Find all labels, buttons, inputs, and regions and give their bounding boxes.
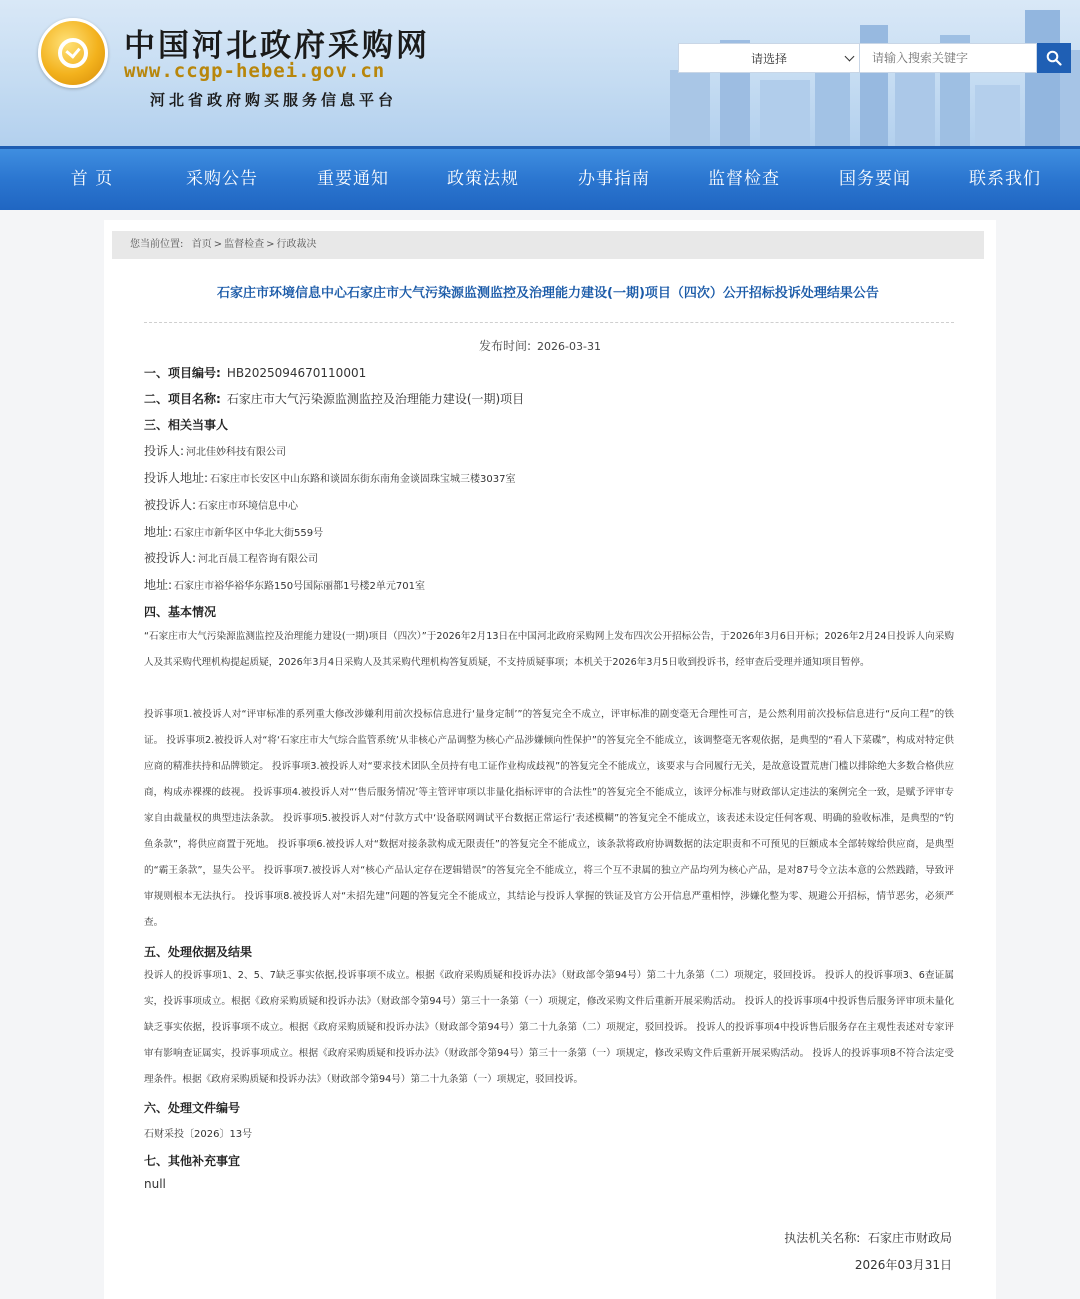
party-line — [144, 442, 286, 459]
party-label: 被投诉人: — [144, 551, 197, 565]
section-project-name — [144, 390, 524, 407]
breadcrumb-separator: > — [266, 239, 275, 250]
party-label: 投诉人: — [144, 444, 185, 458]
article-title: 石家庄市环境信息中心石家庄市大气污染源监测监控及治理能力建设(一期)项目（四次）公开招标投诉处理结果公告 — [217, 286, 879, 301]
section-project-number — [144, 364, 366, 381]
breadcrumb-item-supervision[interactable]: 监督检查 — [224, 239, 265, 250]
signature-date: 2026年03月31日 — [854, 1258, 952, 1272]
party-line — [144, 496, 298, 513]
site-url: www.ccgp-hebei.gov.cn — [124, 60, 386, 82]
nav-important-notices[interactable]: 重要通知 — [317, 169, 389, 189]
basic-info-paragraph-1: “石家庄市大气污染源监测监控及治理能力建设(一期)项目（四次）”于2026年2月13日在中国河北政府采购网上发布四次公开招标公告，于2026年3月6日开标；2026年2月24日投诉人向采购人及其采购代理机构提起质疑，2026年3月4日采购人及其采购代理机构答复质疑，不支持质疑事项；本机关于2026年3月5日收到投诉书，经审查后受理并通知项目暂停。 — [144, 631, 954, 668]
nav-supervision[interactable]: 监督检查 — [708, 169, 780, 189]
nav-home[interactable]: 首 页 — [70, 169, 114, 189]
project-name-value: 石家庄市大气污染源监测监控及治理能力建设(一期)项目 — [226, 392, 525, 406]
nav-policies[interactable]: 政策法规 — [447, 169, 519, 189]
search-bar — [678, 43, 1071, 73]
breadcrumb-item-current[interactable]: 行政裁决 — [276, 239, 317, 250]
party-label: 被投诉人: — [144, 498, 197, 512]
search-button[interactable] — [1037, 43, 1071, 73]
section-basic-info-heading: 四、基本情况 — [144, 605, 217, 619]
party-line — [144, 576, 425, 593]
authority-label: 执法机关名称: — [784, 1231, 861, 1245]
party-value: 石家庄市新华区中华北大街559号 — [174, 528, 324, 539]
party-value: 石家庄市裕华裕华东路150号国际丽都1号楼2单元701室 — [174, 581, 425, 592]
section-document-number-heading: 六、处理文件编号 — [144, 1101, 241, 1115]
publish-time — [0, 337, 1080, 354]
section-parties-heading: 三、相关当事人 — [144, 418, 229, 432]
party-value: 河北百晨工程咨询有限公司 — [198, 554, 319, 565]
breadcrumb-label: 您当前位置: — [130, 239, 184, 250]
party-value: 石家庄市环境信息中心 — [198, 501, 299, 512]
search-category-value: 请选择 — [750, 51, 787, 66]
document-number-value: 石财采投〔2026〕13号 — [144, 1129, 253, 1140]
search-input[interactable] — [860, 43, 1037, 73]
party-line — [144, 469, 516, 486]
authority-name: 石家庄市财政局 — [867, 1231, 952, 1245]
other-value: null — [144, 1177, 166, 1191]
publish-time-label: 发布时间: — [479, 339, 532, 353]
skyline-illustration — [560, 0, 1080, 146]
nav-procurement-notices[interactable]: 采购公告 — [186, 169, 258, 189]
ruling-paragraph: 投诉人的投诉事项1、2、5、7缺乏事实依据,投诉事项不成立。根据《政府采购质疑和投诉办法》（财政部令第94号）第二十九条第（二）项规定，驳回投诉。 投诉人的投诉事项3、6查证属实，投诉事项成立。根据《政府采购质疑和投诉办法》（财政部令第94号）第三十一条第（一）项规定，修改采购文件后重新开展采购活动。 投诉人的投诉事项4中投诉售后服务评审项未量化缺乏事实依据，投诉事项不成立。根据《政府采购质疑和投诉办法》（财政部令第94号）第二十九条第（二）项规定，驳回投诉。 投诉人的投诉事项4中投诉售后服务存在主观性表述对专家评审有影响查证属实，投诉事项成立。根据《政府采购质疑和投诉办法》（财政部令第94号）第三十一条第（一）项规定，修改采购文件后重新开展采购活动。 投诉人的投诉事项8不符合法定受理条件。根据《政府采购质疑和投诉办法》（财政部令第94号）第二十九条第（一）项规定，驳回投诉。 — [144, 970, 954, 1085]
nav-contact[interactable]: 联系我们 — [969, 169, 1041, 189]
title-divider — [144, 322, 954, 323]
breadcrumb-separator: > — [213, 239, 223, 250]
chevron-down-icon — [845, 52, 855, 62]
site-title: 中国河北政府采购网 — [124, 28, 430, 64]
party-label: 地址: — [144, 525, 173, 539]
site-header — [0, 0, 1080, 146]
party-value: 石家庄市长安区中山东路和谈固东街东南角金谈固珠宝城三楼3037室 — [210, 474, 516, 485]
party-line — [144, 523, 323, 540]
authority-signature — [784, 1229, 952, 1246]
section-label: 一、项目编号: — [144, 366, 221, 380]
breadcrumb — [112, 231, 984, 259]
project-number-value: HB2025094670110001 — [226, 366, 367, 380]
party-label: 地址: — [144, 578, 173, 592]
site-logo[interactable] — [38, 18, 108, 88]
party-value: 河北佳妙科技有限公司 — [186, 447, 287, 458]
main-nav — [0, 146, 1080, 210]
section-ruling-heading: 五、处理依据及结果 — [144, 945, 253, 959]
search-icon — [1046, 50, 1062, 66]
section-label: 二、项目名称: — [144, 392, 221, 406]
search-category-select[interactable] — [678, 43, 860, 73]
nav-guide[interactable]: 办事指南 — [578, 169, 650, 189]
breadcrumb-item-home[interactable]: 首页 — [191, 239, 212, 250]
party-label: 投诉人地址: — [144, 471, 209, 485]
publish-time-value: 2026-03-31 — [537, 340, 601, 353]
site-subtitle: 河北省政府购买服务信息平台 — [150, 91, 398, 109]
nav-state-news[interactable]: 国务要闻 — [839, 169, 911, 189]
basic-info-paragraph-2: 投诉事项1.被投诉人对“评审标准的系列重大修改涉嫌利用前次投标信息进行‘量身定制’”的答复完全不成立，评审标准的剧变毫无合理性可言，是公然利用前次投标信息进行“反向工程”的铁证。 投诉事项2.被投诉人对“将‘石家庄市大气综合监管系统’从非核心产品调整为核心产品涉嫌倾向性保护”的答复完全不能成立，该调整毫无客观依据，是典型的“看人下菜碟”，构成对特定供应商的精准扶持和品牌锁定。 投诉事项3.被投诉人对“要求技术团队全员持有电工证作业构成歧视”的答复完全不能成立，该要求与合同履行无关，是故意设置荒唐门槛以排除绝大多数合格供应商，构成赤裸裸的歧视。 投诉事项4.被投诉人对“‘售后服务情况’等主管评审项以非量化指标评审的合法性”的答复完全不能成立，该评分标准与财政部认定违法的案例完全一致，是赋予评审专家自由裁量权的典型违法条款。 投诉事项5.被投诉人对“付款方式中‘设备联网调试平台数据正常运行’表述模糊”的答复完全不能成立，该表述未设定任何客观、明确的验收标准，是典型的“钓鱼条款”，将供应商置于死地。 投诉事项6.被投诉人对“数据对接条款构成无限责任”的答复完全不能成立，该条款将政府协调数据的法定职责和不可预见的巨额成本全部转嫁给供应商，是典型的“霸王条款”，显失公平。 投诉事项7.被投诉人对“核心产品认定存在逻辑错误”的答复完全不能成立，将三个互不隶属的独立产品均列为核心产品，是对87号令立法本意的公然践踏，导致评审规则根本无法执行。 投诉事项8.被投诉人对“未招先建”问题的答复完全不能成立，其结论与投诉人掌握的铁证及官方公开信息严重相悖，涉嫌化整为零、规避公开招标，情节恶劣，必须严查。 — [144, 709, 954, 928]
party-line — [144, 549, 318, 566]
section-other-heading: 七、其他补充事宜 — [144, 1154, 241, 1168]
